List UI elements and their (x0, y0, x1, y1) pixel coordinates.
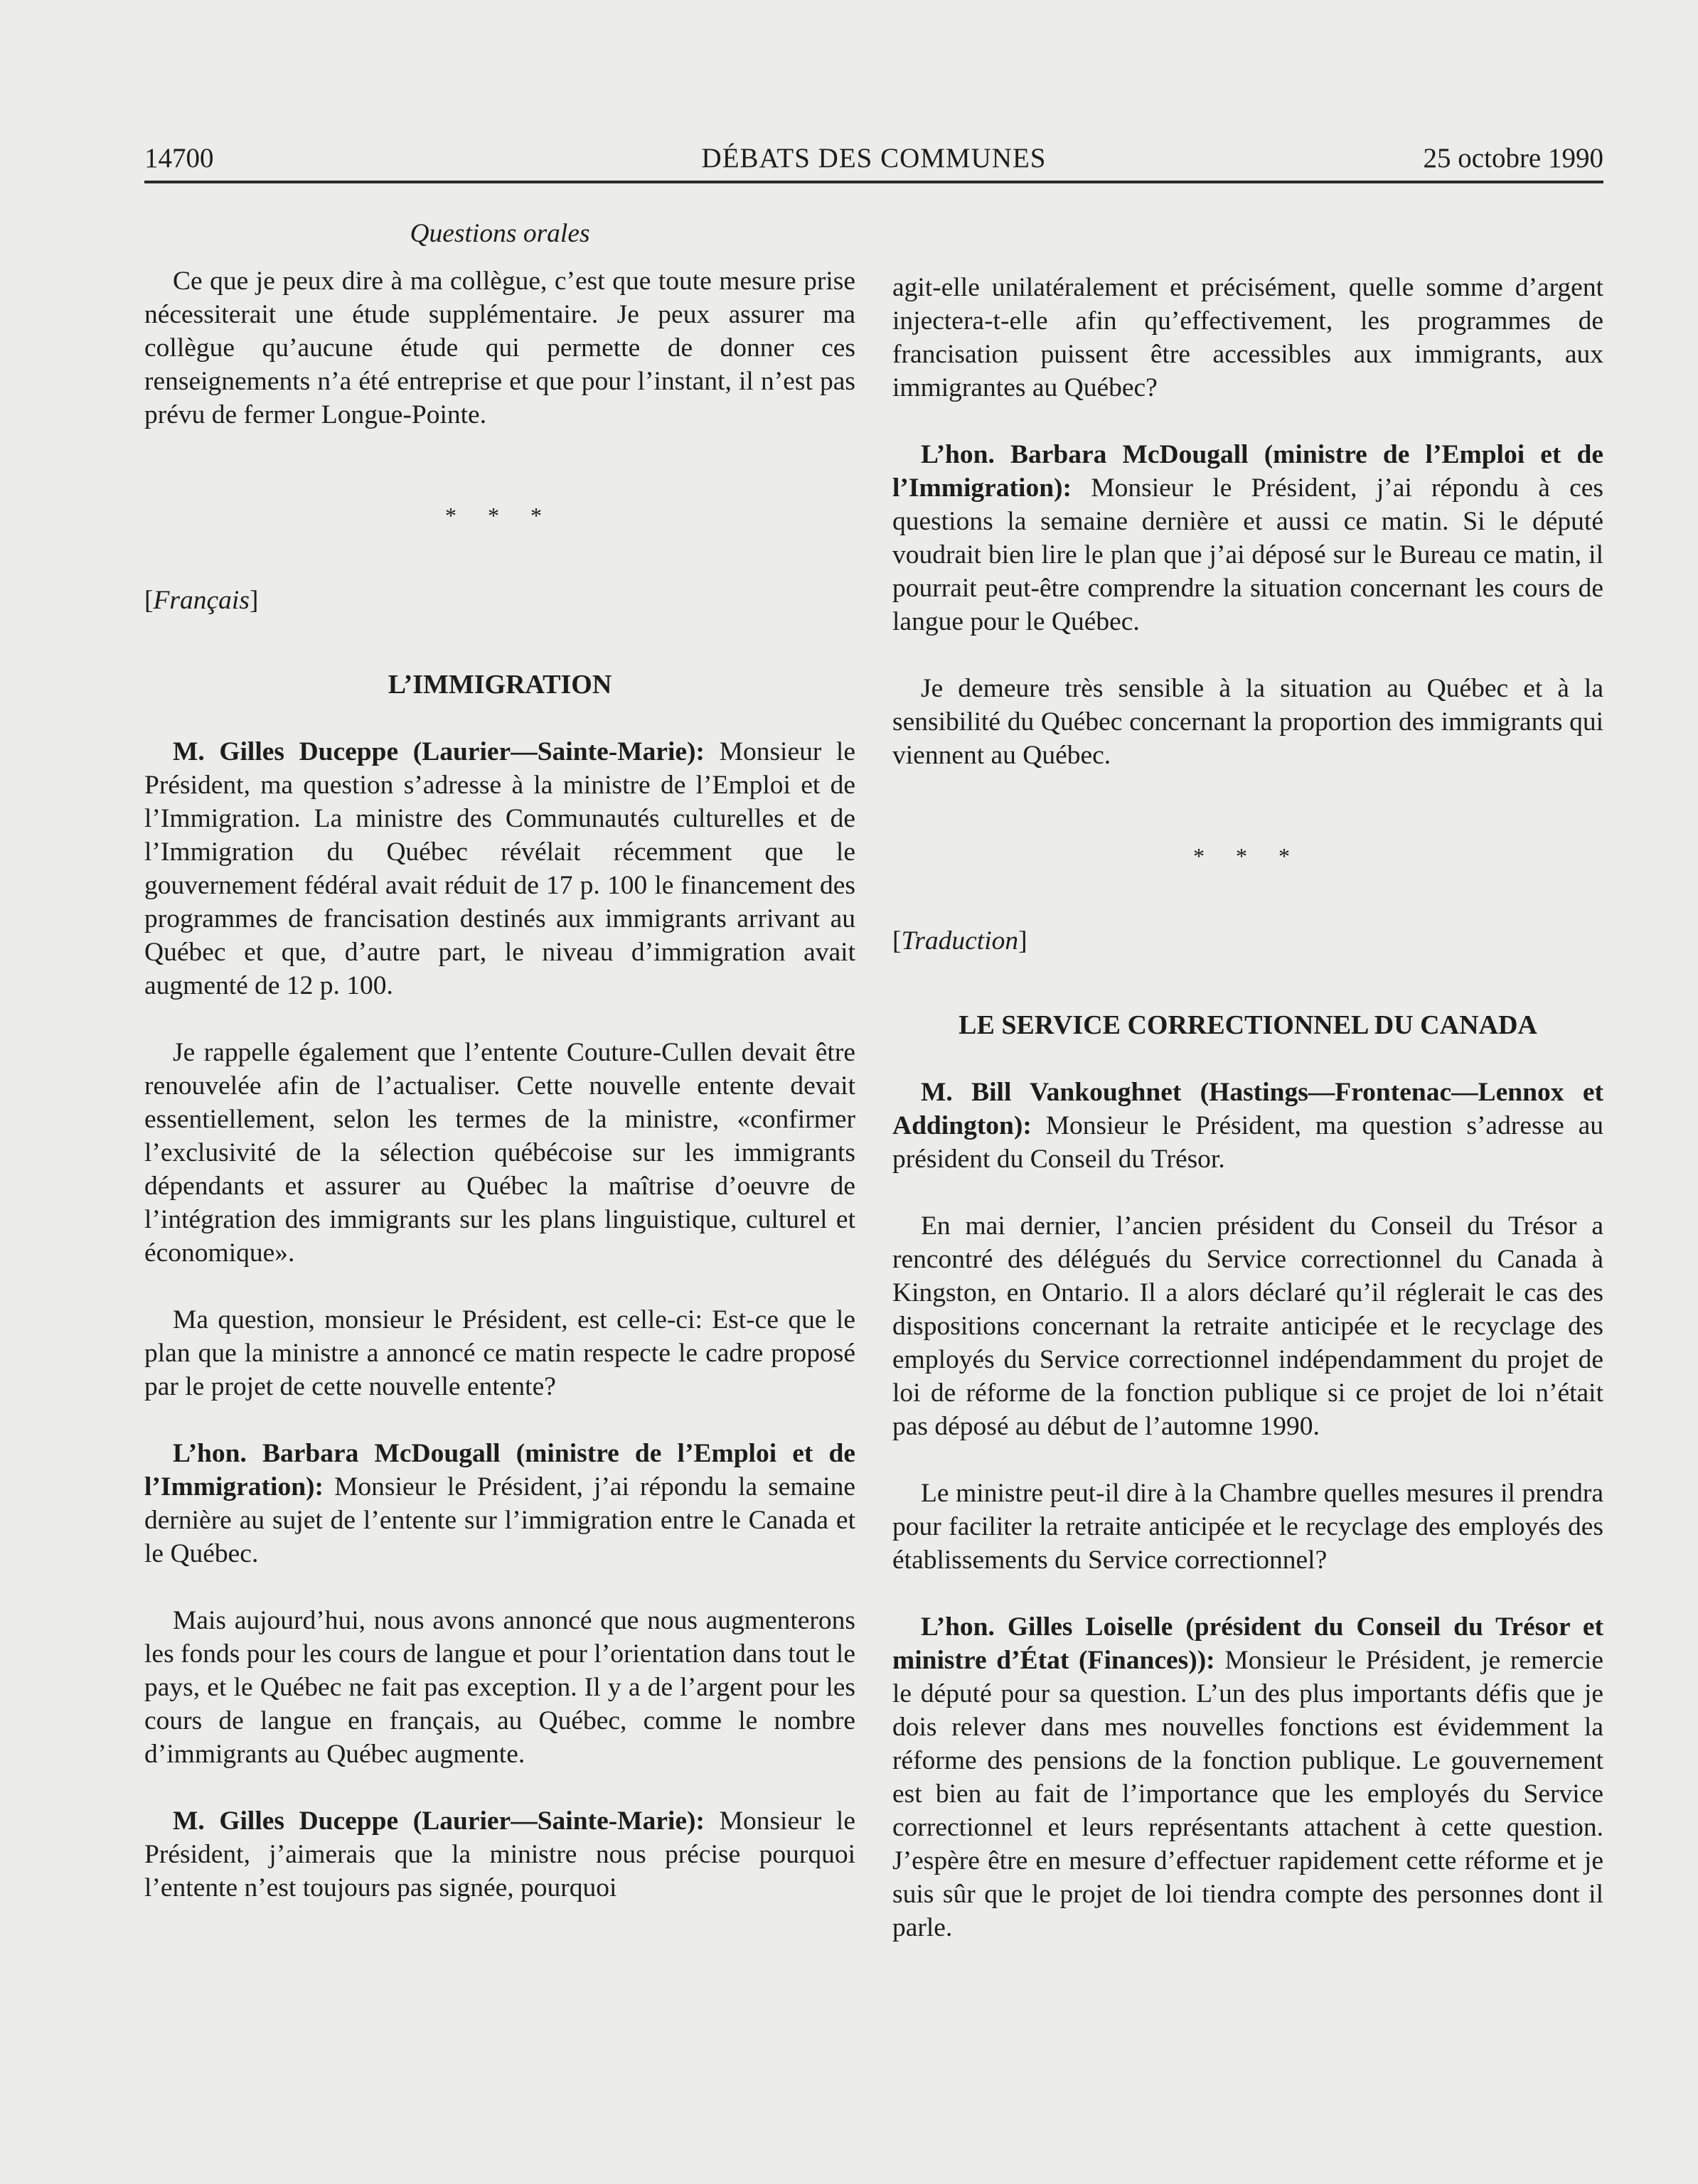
speech-paragraph (892, 438, 1603, 638)
speech-text: Monsieur le Président, je remercie le député pour sa question. L’un des plus importants défis que je dois relever dans mes nouvelles fonctions est évidemment la réforme des pensions de la fonction publique. Le gouvernement est bien au fait de l’importance que les employés du Service correctionnel et leurs représentants attachent à cette question. J’espère être en mesure d’effectuer rapidement cette réforme et je suis sûr que le projet de loi tiendra compte des personnes dont il parle. (892, 1646, 1603, 1942)
paragraph: En mai dernier, l’ancien président du Conseil du Trésor a rencontré des délégués du Service correctionnel du Canada à Kingston, en Ontario. Il a alors déclaré qu’il réglerait le cas des dispositions concernant la retraite anticipée et le recyclage des employés du Service correctionnel indépendamment du projet de loi de réforme de la fonction publique si ce projet de loi n’était pas déposé au début de l’automne 1990. (892, 1211, 1603, 1441)
speaker-name: L’hon. Barbara McDougall (ministre de l’Emploi et de l’Immigration): (144, 1439, 855, 1502)
paragraph: Je demeure très sensible à la situation au Québec et à la sensibilité du Québec concernant la proportion des immigrants qui viennent au Québec. (892, 674, 1603, 770)
paragraph: Mais aujourd’hui, nous avons annoncé que nous augmenterons les fonds pour les cours de langue et pour l’orientation dans tout le pays, et le Québec ne fait pas exception. Il y a de l’argent pour les cours de langue en français, au Québec, comme le nombre d’immigrants au Québec augmente. (144, 1606, 855, 1769)
speech-paragraph (892, 1610, 1603, 1944)
paragraph: Ce que je peux dire à ma collègue, c’est que toute mesure prise nécessiterait une étude supplémentaire. Je peux assurer ma collègue qu’aucune étude qui permette de donner ces renseignements n’a été entreprise et que pour l’instant, il n’est pas prévu de fermer Longue-Pointe. (144, 267, 855, 429)
speech-paragraph (144, 1437, 855, 1570)
speaker-name: M. Gilles Duceppe (Laurier—Sainte-Marie): (173, 1806, 705, 1836)
speech-text: Monsieur le Président, j’ai répondu la semaine dernière au sujet de l’entente sur l’immigration entre le Canada et le Québec. (144, 1472, 855, 1568)
speaker-name: L’hon. Gilles Loiselle (président du Conseil du Trésor et ministre d’État (Finances)): (892, 1612, 1603, 1675)
header-date: 25 octobre 1990 (1423, 143, 1603, 173)
page-header (144, 142, 1603, 185)
left-column (144, 217, 855, 1905)
column-top-spacer (892, 217, 1603, 271)
speaker-name: M. Bill Vankoughnet (Hastings—Frontenac—Lennox et Addington): (892, 1078, 1603, 1140)
speaker-name: L’hon. Barbara McDougall (ministre de l’Emploi et de l’Immigration): (892, 440, 1603, 503)
speech-text: Monsieur le Président, j’ai répondu à ces questions la semaine dernière et aussi ce matin. Si le député voudrait bien lire le plan que j’ai déposé sur le Bureau ce matin, il pourrait peut-être comprendre la situation concernant les cours de langue pour le Québec. (892, 473, 1603, 636)
speech-paragraph (144, 1804, 855, 1905)
paragraph: Le ministre peut-il dire à la Chambre quelles mesures il prendra pour faciliter la retraite anticipée et le recyclage des employés des établissements du Service correctionnel? (892, 1479, 1603, 1575)
header-rule (144, 181, 1603, 183)
speech-paragraph (892, 1076, 1603, 1176)
section-separator: * * * (445, 503, 555, 528)
section-separator: * * * (1193, 843, 1303, 869)
paragraph: Je rappelle également que l’entente Couture-Cullen devait être renouvelée afin de l’actualiser. Cette nouvelle entente devait essentiellement, selon les termes de la ministre, «confirmer l’exclusivité de la sélection québécoise sur les immigrants dépendants et assurer au Québec la maîtrise d’oeuvre de l’intégration des immigrants sur les plans linguistique, culturel et économique». (144, 1038, 855, 1268)
paragraph: agit-elle unilatéralement et précisément, quelle somme d’argent injectera-t-elle afin qu’effectivement, les programmes de francisation puissent être accessibles aux immigrants, aux immigrantes au Québec? (892, 273, 1603, 402)
language-label: Traduction (901, 926, 1019, 956)
section-label: Questions orales (410, 219, 590, 248)
language-marker: [Traduction] (892, 926, 1027, 956)
speech-text: Monsieur le Président, ma question s’adresse à la ministre de l’Emploi et de l’Immigration. La ministre des Communautés culturelles et de l’Immigration du Québec révélait récemment que le gouvernement fédéral avait réduit de 17 p. 100 le financement des programmes de francisation destinés aux immigrants arrivant au Québec et que, d’autre part, le niveau d’immigration avait augmenté de 12 p. 100. (144, 737, 855, 1000)
language-marker: [Français] (144, 586, 259, 615)
section-heading: LE SERVICE CORRECTIONNEL DU CANADA (959, 1010, 1537, 1040)
paragraph: Ma question, monsieur le Président, est celle-ci: Est-ce que le plan que la ministre a annoncé ce matin respecte le cadre proposé par le projet de cette nouvelle entente? (144, 1305, 855, 1401)
right-column (892, 217, 1603, 1944)
publication-title: DÉBATS DES COMMUNES (701, 143, 1047, 173)
page-number: 14700 (144, 143, 214, 173)
speech-paragraph (144, 735, 855, 1002)
speaker-name: M. Gilles Duceppe (Laurier—Sainte-Marie): (173, 737, 705, 766)
speech-text: Monsieur le Président, ma question s’adresse au président du Conseil du Trésor. (892, 1111, 1603, 1174)
speech-text: Monsieur le Président, j’aimerais que la ministre nous précise pourquoi l’entente n’est toujours pas signée, pourquoi (144, 1806, 855, 1902)
section-heading: L’IMMIGRATION (388, 670, 612, 700)
language-label: Français (153, 586, 250, 615)
